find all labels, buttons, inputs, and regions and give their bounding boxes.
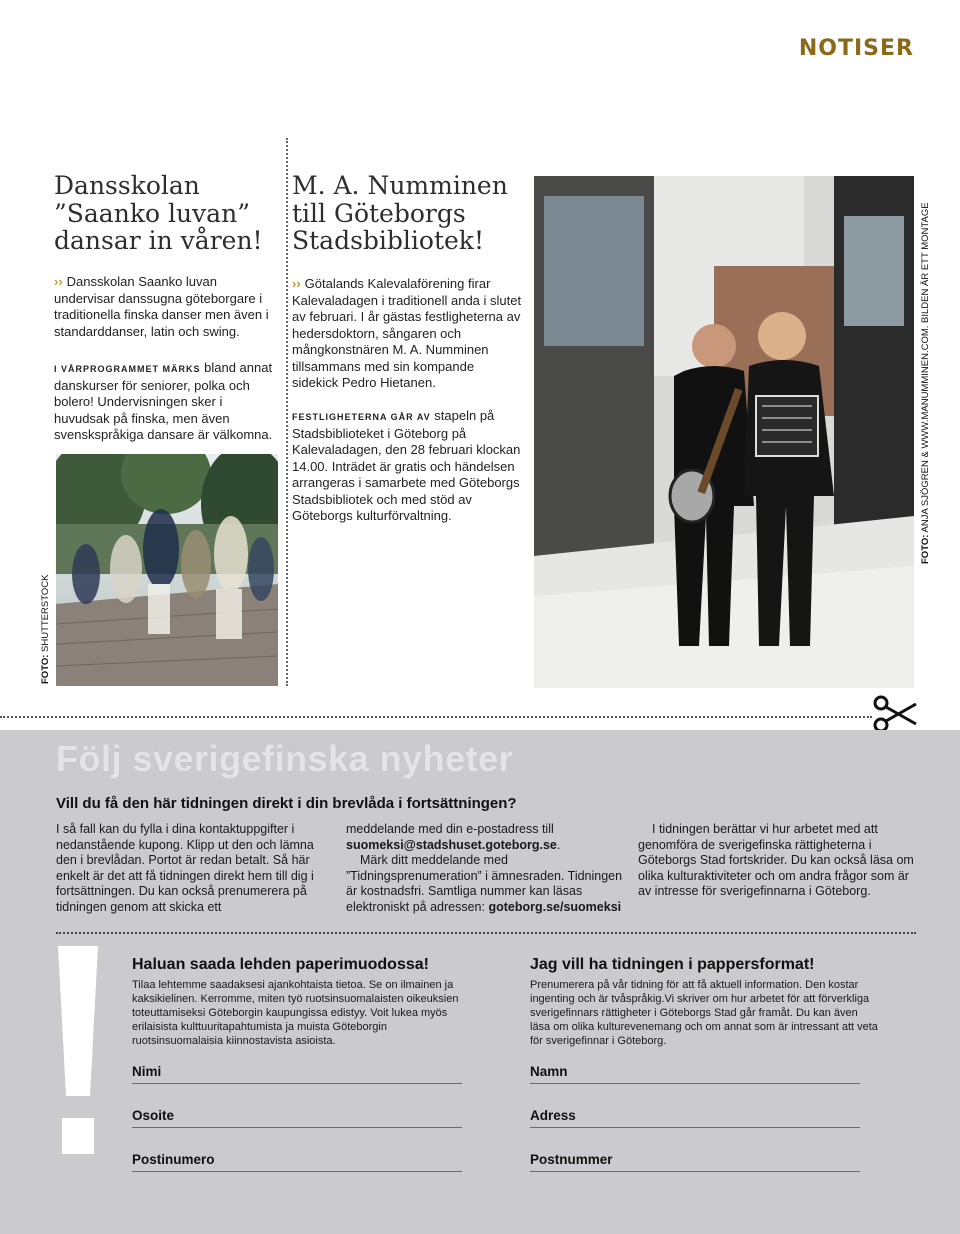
- double-arrow-icon: ››: [292, 276, 301, 291]
- coupon-fi-text: Tilaa lehtemme saadaksesi ajankohtaista tietoa. Se on ilmainen ja kaksikielinen. Kerromme, miten työ ruotsinsuomalaisten oikeuksien toteuttamiseksi Göteborgin kaupungissa edistyy. Voit lukea myös erilaisista kulttuuritapahtumista ja muista Göteborgin ruotsinsuomalaisia kiinnostavista asioista.: [132, 979, 459, 1047]
- dancers-image: [56, 454, 278, 686]
- scissors-icon: [872, 694, 918, 734]
- postal-code-input-fi[interactable]: [132, 1171, 462, 1172]
- subscription-url: goteborg.se/suomeksi: [488, 899, 622, 914]
- col3-text: I tidningen berättar vi hur arbetet med att genomföra de sverigefinska rättigheterna i Göteborgs Stad fortskrider. Du kan också läsa om olika kulturaktiviteter och om andra frågor som är av intresse för sverigefinnarna i Göteborg.: [638, 822, 914, 898]
- numminen-intro: [292, 276, 522, 392]
- numminen-photo: [534, 176, 914, 688]
- dance-title-line: dansar in våren!: [54, 226, 263, 255]
- numminen-para2-text: stapeln på Stadsbiblioteket i Göteborg på Kalevaladagen, den 28 februari klockan 14.00. Inträdet är gratis och händelsen arrangeras i samarbete med Göteborgs Stadsbibliotek och med stöd av Göteborgs kulturförvaltning.: [292, 408, 521, 523]
- numminen-title-line: M. A. Numminen: [292, 171, 508, 200]
- subscription-col-2: meddelande med din e-postadress till suomeksi@stadshuset.goteborg.se. Märk ditt meddelande med ”Tidningsprenumeration” i ämnesraden. Tidningen är kostnadsfri. Samtliga nummer kan läsas elektroniskt på adressen: goteborg.se/suomeksi: [346, 822, 630, 915]
- subscription-col-1: I så fall kan du fylla i dina kontaktuppgifter i nedanstående kupong. Klipp ut den och lämna den i brevlådan. Portot är redan betalt. Så här enkelt är det att få tidningen direkt hem till dig i fortsättningen. Du kan också prenumerera på tidningen genom att skicka ett: [56, 822, 314, 914]
- credit-label: FOTO:: [920, 534, 931, 564]
- name-input-sv[interactable]: [530, 1083, 860, 1084]
- field-label-postnummer: Postnummer: [530, 1152, 613, 1167]
- numminen-article-title: [292, 172, 532, 255]
- dance-title-line: Dansskolan: [54, 171, 200, 200]
- credit-text: ANJA SJÖGREN & WWW.MANUMMINEN.COM. BILDEN ÄR ETT MONTAGE: [920, 202, 931, 535]
- dance-photo: [56, 454, 278, 686]
- dance-intro-text: Dansskolan Saanko luvan undervisar danssugna göteborgare i traditionella finska danser men även i standarddanser, latin och swing.: [54, 274, 269, 339]
- subscription-title: Följ sverigefinska nyheter: [56, 738, 514, 779]
- section-label: NOTISER: [798, 36, 914, 61]
- dance-article-title: [54, 172, 284, 255]
- postal-code-input-sv[interactable]: [530, 1171, 860, 1172]
- col2-text-b: Märk ditt meddelande med ”Tidningsprenumeration” i ämnesraden. Tidningen är kostnadsfri. Samtliga nummer kan läsas elektroniskt på adressen:: [346, 853, 623, 914]
- cut-line: [0, 716, 872, 718]
- coupon-sv-text: Prenumerera på vår tidning för att få aktuell information. Den kostar ingenting och är tvåspråkig.Vi skriver om hur arbetet för att förverkliga sverigefinnars rättigheter i Göteborgs Stad går framåt. Du kan även läsa om olika kulturevenemang och om annat som är intressant att veta för sverigefinnar i Göteborg.: [530, 979, 878, 1047]
- col2-text-a: meddelande med din e-postadress till: [346, 822, 554, 836]
- numminen-paragraph-2: [292, 408, 522, 525]
- subscription-email: suomeksi@stadshuset.goteborg.se: [346, 837, 557, 852]
- dance-para2-text: bland annat danskurser för seniorer, polka och bolero! Undervisningen sker i huvudsak på finska, men även svenskspråkiga dansare är välkomna.: [54, 360, 273, 442]
- double-arrow-icon: ››: [54, 274, 63, 289]
- coupon-sv-title: Jag vill ha tidningen i pappersformat!: [530, 956, 815, 973]
- dance-paragraph-2: [54, 360, 280, 444]
- field-label-osoite: Osoite: [132, 1108, 175, 1123]
- dance-para2-lead: I VÅRPROGRAMMET MÄRKS: [54, 364, 201, 374]
- coupon-fi-title: Haluan saada lehden paperimuodossa!: [132, 956, 429, 973]
- field-label-namn: Namn: [530, 1064, 568, 1079]
- numminen-photo-credit: [920, 202, 931, 564]
- dance-title-line: ”Saanko luvan”: [54, 198, 250, 228]
- address-input-sv[interactable]: [530, 1127, 860, 1128]
- col2-para-b: [346, 853, 630, 915]
- box-divider: [56, 932, 916, 934]
- dance-intro: [54, 274, 280, 340]
- name-input-fi[interactable]: [132, 1083, 462, 1084]
- field-label-postinumero: Postinumero: [132, 1152, 215, 1167]
- numminen-title-line: till Göteborgs: [292, 198, 466, 228]
- dance-photo-credit: [40, 575, 51, 684]
- column-divider: [286, 138, 288, 686]
- address-input-fi[interactable]: [132, 1127, 462, 1128]
- credit-label: FOTO:: [40, 654, 51, 684]
- field-label-nimi: Nimi: [132, 1064, 162, 1079]
- numminen-title-line: Stadsbibliotek!: [292, 226, 484, 255]
- subscription-col-3: [638, 822, 918, 900]
- field-label-adress: Adress: [530, 1108, 576, 1123]
- numminen-intro-text: Götalands Kalevalaförening firar Kalevaladagen i traditionell anda i slutet av februari. I år gästas festligheterna av hedersdoktorn, sångaren och mångkonstnären M. A. Numminen tillsammans med sin kompande sidekick Pedro Hietanen.: [292, 276, 522, 390]
- credit-text: SHUTTERSTOCK: [40, 574, 51, 655]
- numminen-para2-lead: FESTLIGHETERNA GÅR AV: [292, 412, 431, 422]
- subscription-subtitle: Vill du få den här tidningen direkt i din brevlåda i fortsättningen?: [56, 795, 517, 812]
- exclamation-icon: [56, 946, 100, 1158]
- musicians-image: [534, 176, 914, 688]
